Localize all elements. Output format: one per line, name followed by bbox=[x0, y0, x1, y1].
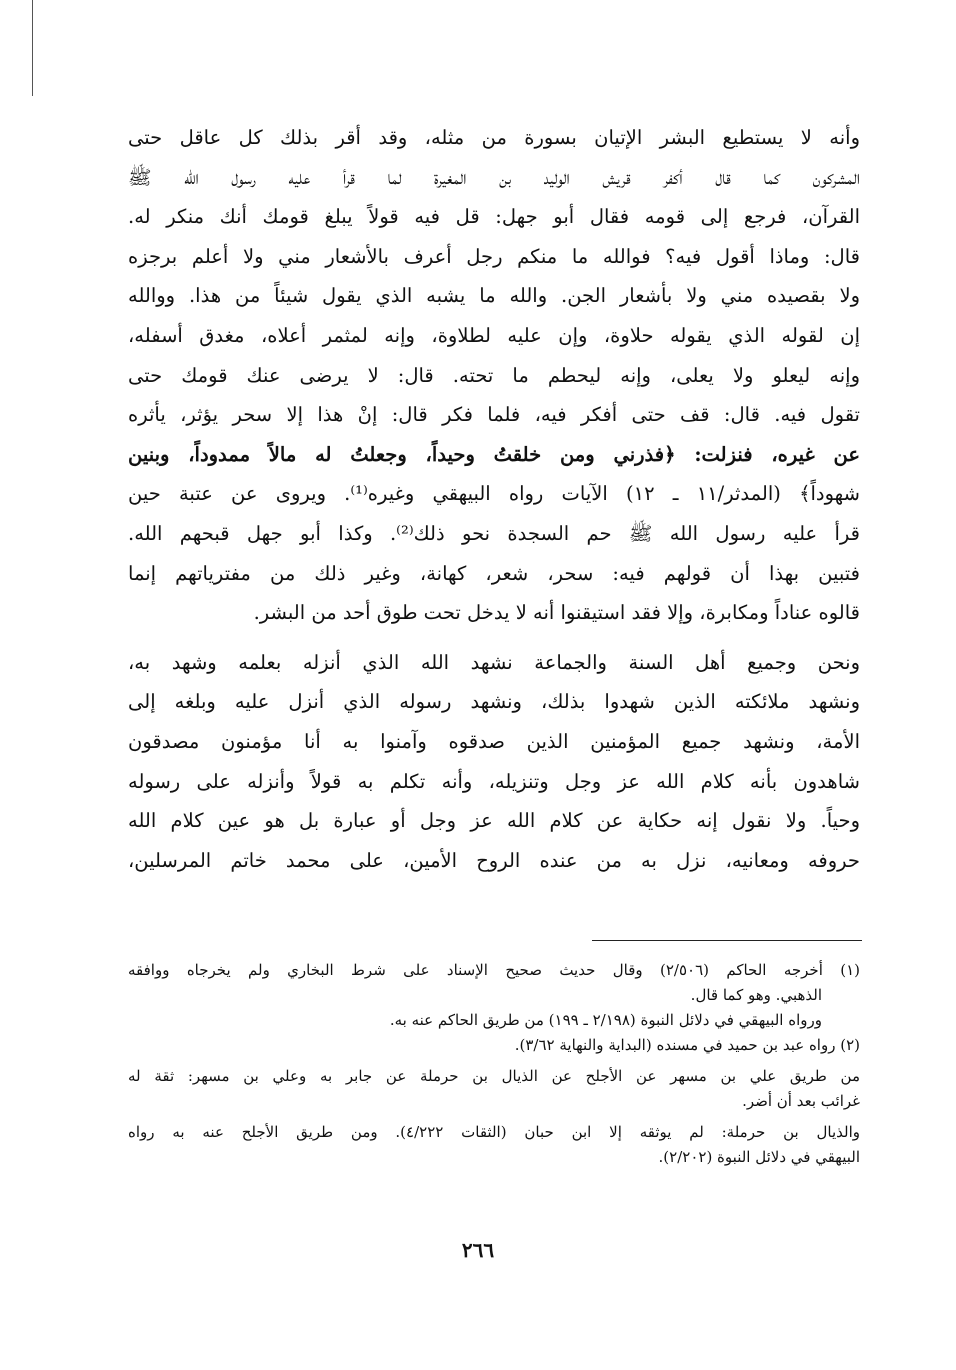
footnote-line: من طريق علي بن مسهر عن الأجلح عن الذيال بن حرملة عن جابر به وعلي بن مسهر: ثقة له bbox=[128, 1067, 860, 1085]
quran-verse-line: عن غيره، فنزلت: ﴿فذرني ومن خلقتُ وحيداً، وجعلتُ له مالاً ممدوداً، وبنين bbox=[128, 442, 860, 466]
text-line: ونشهد ملائكته الذين شهدوا بذلك، ونشهد رسوله الذي أنزل عليه وبلغه إلى bbox=[128, 690, 860, 714]
text-line: ولا بقصيده مني ولا بأشعار الجن. والله ما يشبه الذي يقول شيئاً من هذا. ووالله bbox=[128, 284, 860, 308]
text-line: شاهدون بأنه كلام الله عز وجل وتنزيله، وأنه تكلم به قولاً وأنزله على رسوله bbox=[128, 769, 860, 793]
text-line: وإنه ليعلو ولا يعلى، وإنه ليحطم ما تحته. قال: لا يرضى عنك قومك حتى bbox=[128, 363, 860, 387]
page-number: ٢٦٦ bbox=[461, 1238, 495, 1262]
footnote-line: البيهقي في دلائل النبوة (٢/٢٠٢). bbox=[658, 1148, 860, 1166]
footnote-line: غرائب بعد أن أضر. bbox=[742, 1092, 860, 1110]
text-line: تقول فيه. قال: قف حتى أفكر فيه، فلما فكر قال: إنْ هذا إلا سحر يؤثر، يأثره bbox=[128, 403, 860, 427]
footnote-separator bbox=[592, 940, 862, 941]
footnote-line: ورواه البيهقي في دلائل النبوة (٢/١٩٨ ـ ١٩٩) من طريق الحاكم عنه به. bbox=[389, 1011, 822, 1029]
footnote-line: (١) أخرجه الحاكم (٢/٥٠٦) وقال حديث صحيح الإسناد على شرط البخاري ولم يخرجاه ووافقه bbox=[128, 961, 860, 979]
footnote-line: (٢) رواه عبد بن حميد في مسنده (البداية والنهاية ٣/٦٢). bbox=[514, 1036, 860, 1054]
text-line: حروفه ومعانيه، نزل به من عنده الروح الأمين، على محمد خاتم المرسلين، bbox=[128, 848, 860, 872]
main-text bbox=[128, 118, 860, 880]
text-line: وحياً. ولا نقول إنه حكاية عن كلام الله عز وجل أو عبارة بل هو عين كلام الله bbox=[128, 809, 860, 833]
text-line: وأنه لا يستطيع البشر الإتيان بسورة من مثله، وقد أقر بذلك كل عاقل حتى bbox=[128, 126, 860, 149]
footnote-line: الذهبي. وهو كما قال. bbox=[690, 986, 822, 1004]
text-line: المشركون كما قال أكفر قريش الوليد بن المغيرة لما قرأ عليه رسول الله ﷺ bbox=[128, 165, 860, 189]
text-line: فتبين بهذا أن قولهم فيه: سحر، شعر، كهانة، وغير ذلك من مفترياتهم إنما bbox=[128, 561, 860, 585]
footnote-line: والذيال بن حرملة: لم يوثقه إلا ابن حبان (الثقات ٤/٢٢٢). ومن طريق الأجلح عنه به رواه bbox=[128, 1123, 860, 1141]
text-line: الأمة، ونشهد جميع المؤمنين الذين صدقوه وآمنوا به أنا مؤمنون مصدقون bbox=[128, 729, 860, 753]
text-line: قالوه عناداً ومكابرة، وإلا فقد استيقنوا أنه لا يدخل تحت طوق أحد من البشر. bbox=[253, 601, 860, 625]
text-line: إن لقوله الذي يقوله حلاوة، وإن عليه لطلاوة، وإنه لمثمر أعلاه، مغدق أسفله، bbox=[128, 323, 860, 347]
text-line: القرآن، فرجع إلى قومه فقال أبو جهل: قل فيه قولاً يبلغ قومك أنك منكر له. bbox=[128, 205, 860, 229]
text-line: ونحن وجميع أهل السنة والجماعة نشهد الله الذي أنزله بعلمه وشهد به، bbox=[128, 650, 860, 674]
paragraph-spacer bbox=[128, 633, 860, 643]
text-line: شهوداً﴾ (المدثر/١١ ـ ١٢) الآيات رواه البيهقي وغيره⁽¹⁾. ويروى عن عتبة حين bbox=[128, 482, 860, 506]
text-line: قال: وماذا أقول فيه؟ فوالله ما منكم رجل أعرف بالأشعار مني ولا أعلم برجزه bbox=[128, 244, 860, 268]
footnotes bbox=[128, 958, 860, 1170]
text-line: قرأ عليه رسول الله ﷺ حم السجدة نحو ذلك⁽²⁾. وكذا أبو جهل قبحهم الله. bbox=[128, 521, 860, 545]
binding-edge-line bbox=[32, 0, 33, 96]
